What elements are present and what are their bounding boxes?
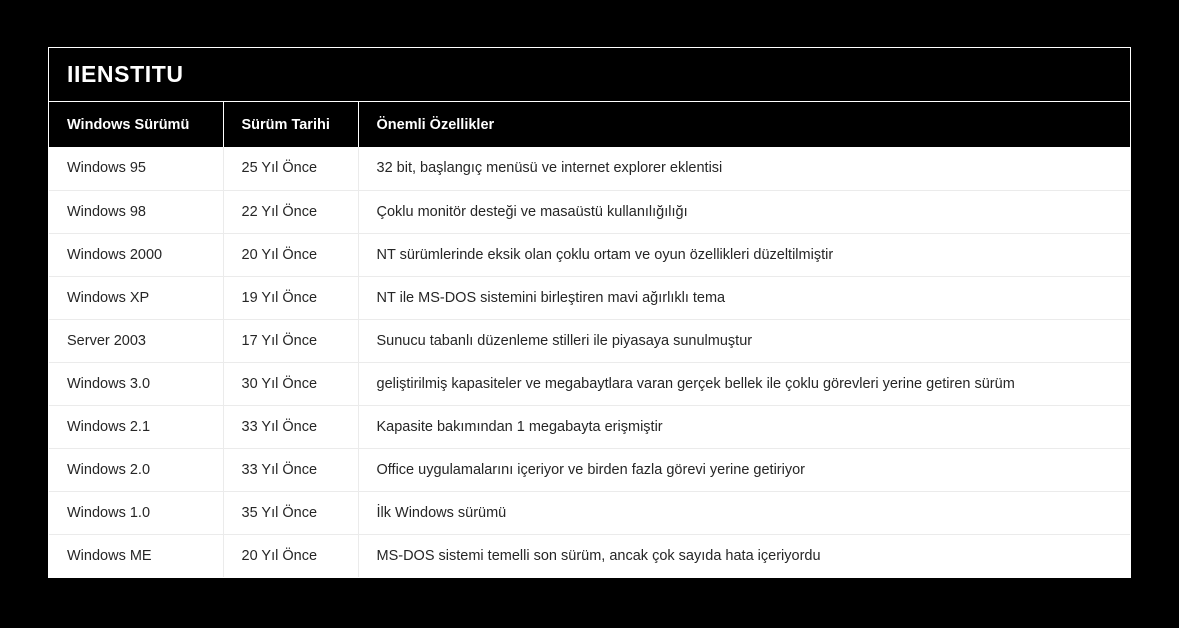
cell-release-date: 30 Yıl Önce — [223, 362, 358, 405]
column-header-release-date[interactable]: Sürüm Tarihi — [223, 102, 358, 147]
table-row — [49, 362, 1130, 405]
cell-release-date: 35 Yıl Önce — [223, 491, 358, 534]
cell-windows-version: Windows ME — [49, 534, 223, 577]
table-header — [49, 102, 1130, 147]
cell-key-features: NT sürümlerinde eksik olan çoklu ortam ve oyun özellikleri düzeltilmiştir — [358, 233, 1130, 276]
cell-release-date: 33 Yıl Önce — [223, 405, 358, 448]
cell-windows-version: Windows 98 — [49, 190, 223, 233]
cell-key-features: 32 bit, başlangıç menüsü ve internet explorer eklentisi — [358, 147, 1130, 190]
cell-key-features: MS-DOS sistemi temelli son sürüm, ancak çok sayıda hata içeriyordu — [358, 534, 1130, 577]
cell-windows-version: Server 2003 — [49, 319, 223, 362]
cell-windows-version: Windows 3.0 — [49, 362, 223, 405]
cell-windows-version: Windows 2.0 — [49, 448, 223, 491]
cell-windows-version: Windows 2000 — [49, 233, 223, 276]
cell-key-features: Sunucu tabanlı düzenleme stilleri ile piyasaya sunulmuştur — [358, 319, 1130, 362]
cell-release-date: 33 Yıl Önce — [223, 448, 358, 491]
cell-key-features: Office uygulamalarını içeriyor ve birden fazla görevi yerine getiriyor — [358, 448, 1130, 491]
cell-release-date: 17 Yıl Önce — [223, 319, 358, 362]
cell-key-features: NT ile MS-DOS sistemini birleştiren mavi ağırlıklı tema — [358, 276, 1130, 319]
cell-windows-version: Windows 1.0 — [49, 491, 223, 534]
cell-key-features: Kapasite bakımından 1 megabayta erişmiştir — [358, 405, 1130, 448]
table-row — [49, 491, 1130, 534]
cell-release-date: 20 Yıl Önce — [223, 233, 358, 276]
windows-versions-table — [49, 102, 1130, 577]
cell-release-date: 22 Yıl Önce — [223, 190, 358, 233]
brand-title: IIENSTITU — [67, 61, 184, 87]
cell-windows-version: Windows 2.1 — [49, 405, 223, 448]
windows-versions-table-card — [48, 47, 1131, 578]
table-row — [49, 448, 1130, 491]
table-row — [49, 534, 1130, 577]
cell-windows-version: Windows 95 — [49, 147, 223, 190]
cell-release-date: 19 Yıl Önce — [223, 276, 358, 319]
table-body — [49, 147, 1130, 577]
table-row — [49, 405, 1130, 448]
cell-windows-version: Windows XP — [49, 276, 223, 319]
table-row — [49, 276, 1130, 319]
cell-key-features: geliştirilmiş kapasiteler ve megabaytlara varan gerçek bellek ile çoklu görevleri yerine getiren sürüm — [358, 362, 1130, 405]
column-header-windows-version[interactable]: Windows Sürümü — [49, 102, 223, 147]
brand-bar — [49, 48, 1130, 102]
cell-key-features: Çoklu monitör desteği ve masaüstü kullanılığılığı — [358, 190, 1130, 233]
table-row — [49, 190, 1130, 233]
table-row — [49, 233, 1130, 276]
table-row — [49, 147, 1130, 190]
cell-release-date: 20 Yıl Önce — [223, 534, 358, 577]
cell-release-date: 25 Yıl Önce — [223, 147, 358, 190]
column-header-key-features[interactable]: Önemli Özellikler — [358, 102, 1130, 147]
table-row — [49, 319, 1130, 362]
table-header-row — [49, 102, 1130, 147]
cell-key-features: İlk Windows sürümü — [358, 491, 1130, 534]
